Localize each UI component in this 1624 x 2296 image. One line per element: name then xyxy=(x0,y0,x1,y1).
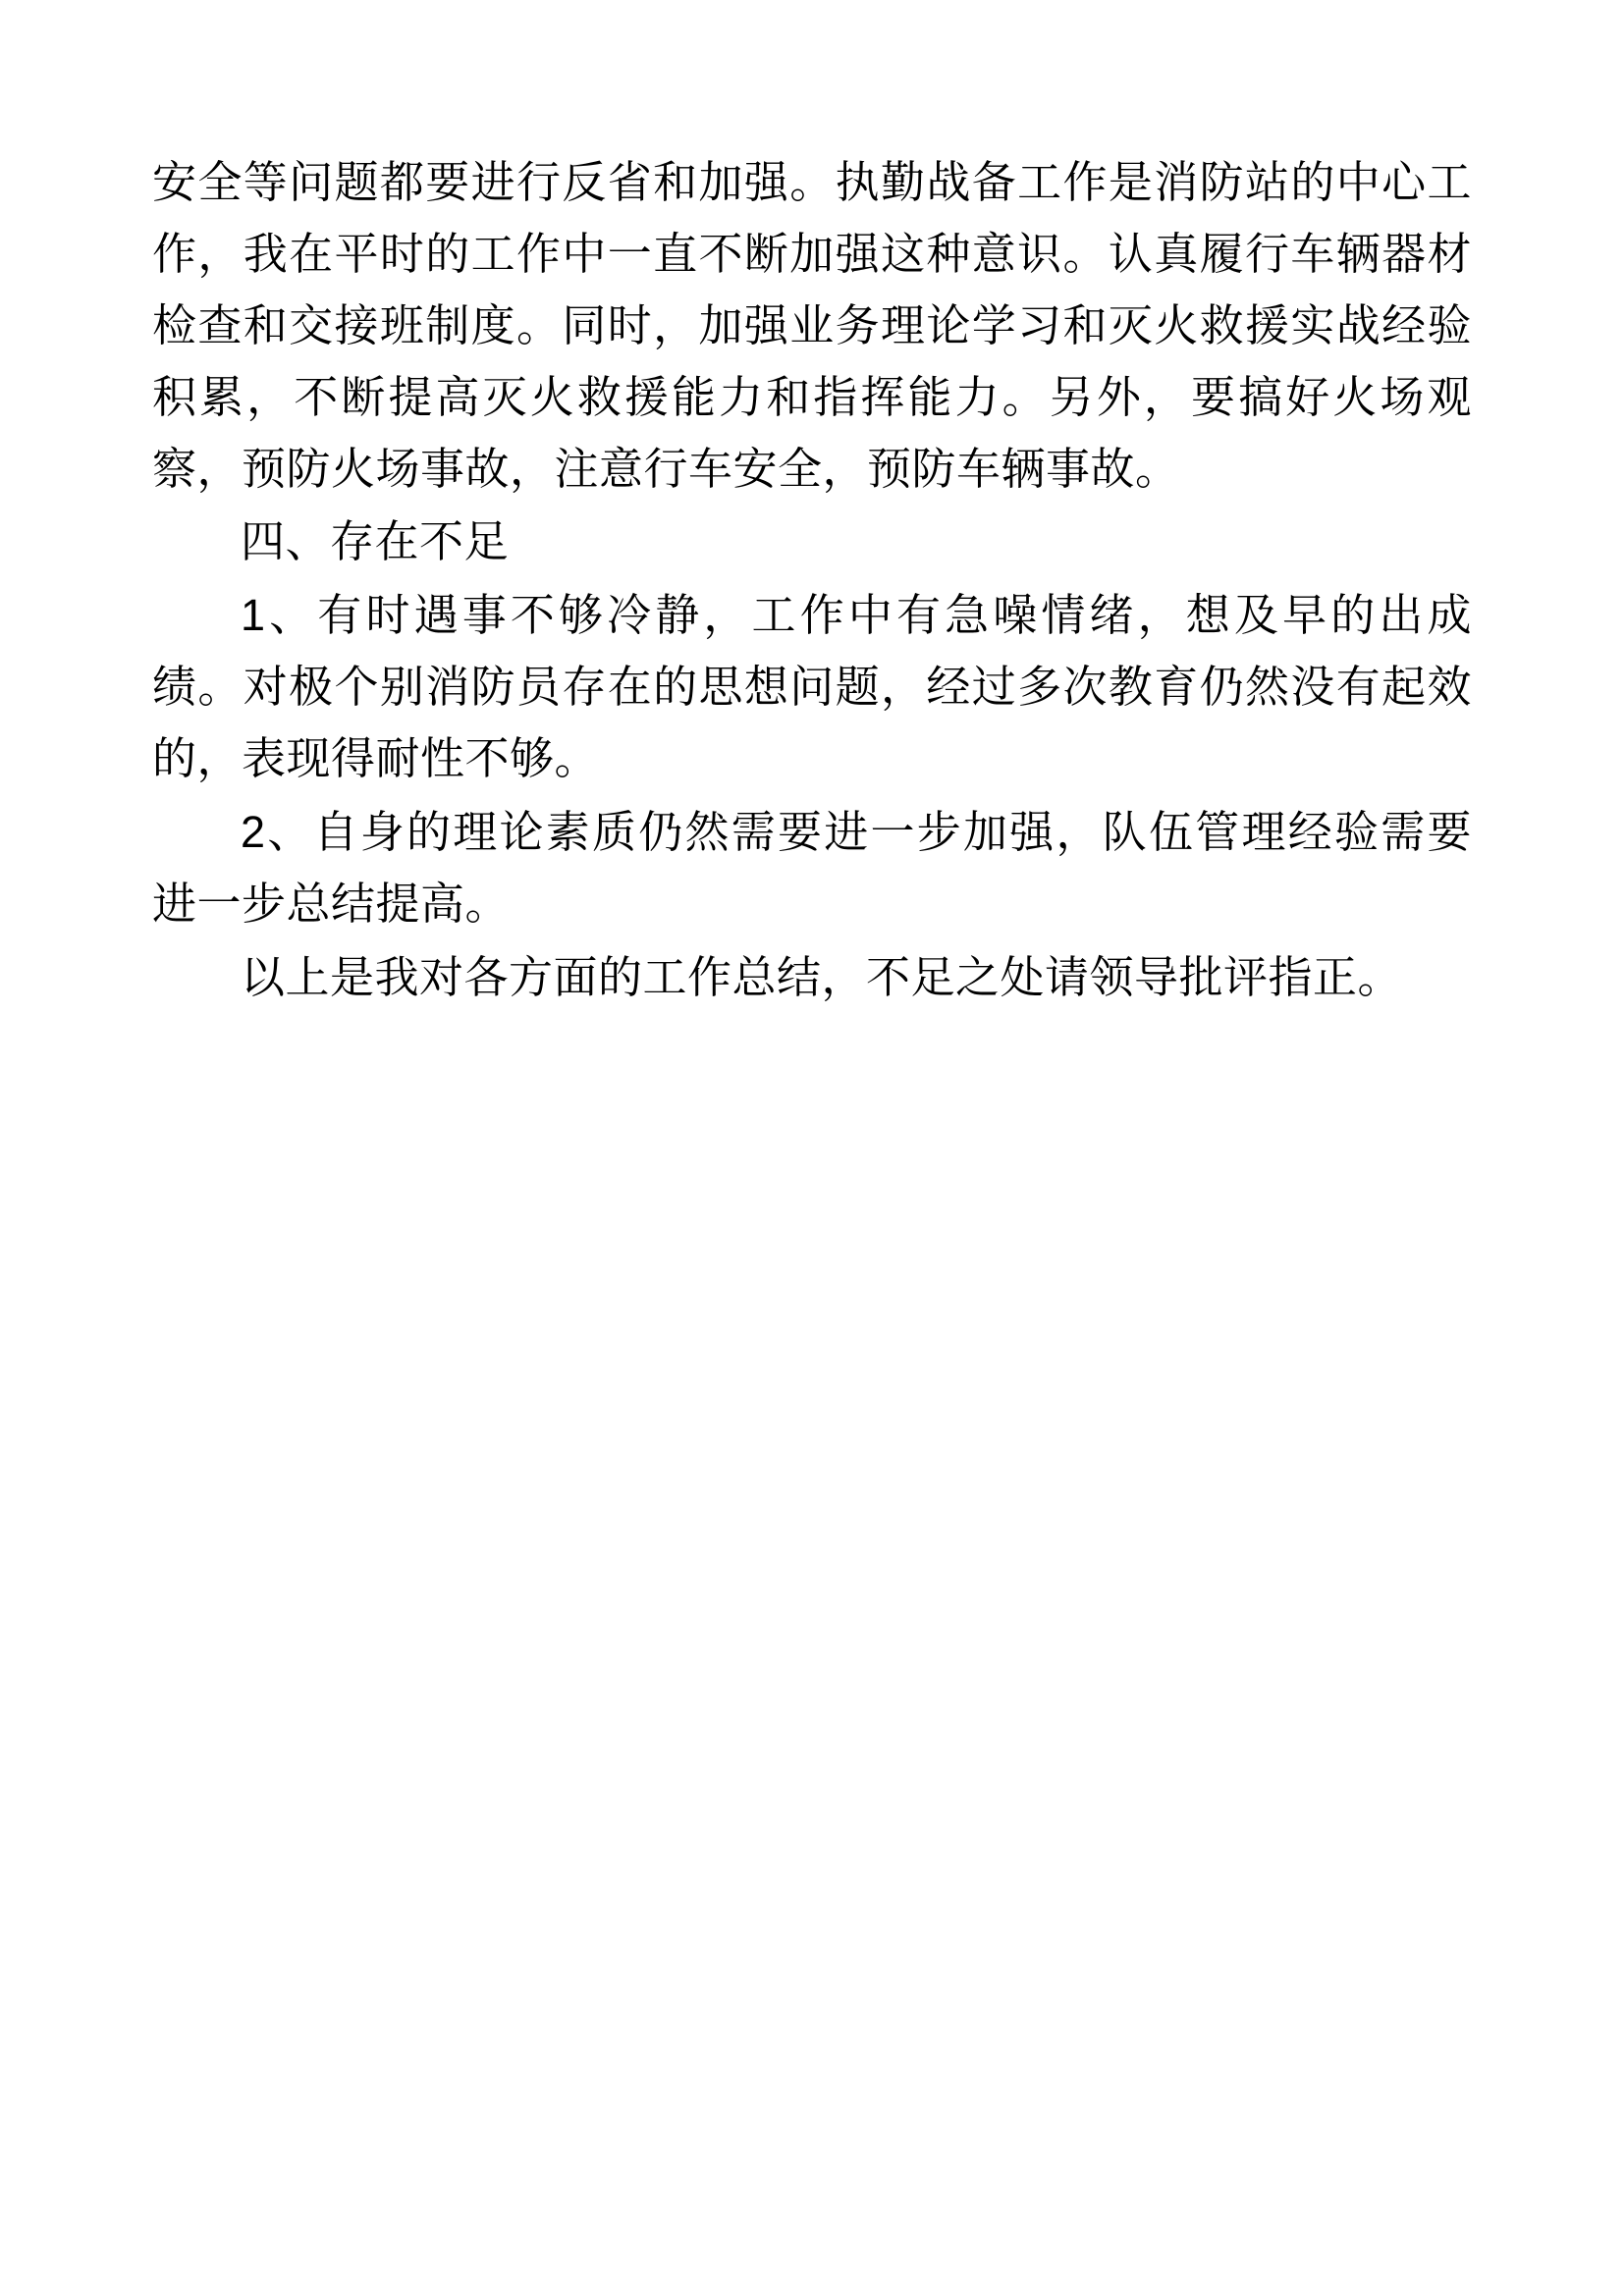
paragraph: 安全等问题都要进行反省和加强。执勤战备工作是消防站的中心工作，我在平时的工作中一直不断加强这种意识。认真履行车辆器材检查和交接班制度。同时，加强业务理论学习和灭火救援实战经验积累，不断提高灭火救援能力和指挥能力。另外，要搞好火场观察，预防火场事故，注意行车安全，预防车辆事故。 xyxy=(152,157,1472,494)
paragraph: 2、自身的理论素质仍然需要进一步加强，队伍管理经验需要进一步总结提高。 xyxy=(152,807,1472,929)
section-heading: 四、存在不足 xyxy=(241,516,510,567)
document-body xyxy=(152,147,1472,1014)
paragraph: 以上是我对各方面的工作总结，不足之处请领导批评指正。 xyxy=(241,951,1403,1002)
paragraph: 1、有时遇事不够冷静，工作中有急噪情绪，想及早的出成绩。对极个别消防员存在的思想问题，经过多次教育仍然没有起效的，表现得耐性不够。 xyxy=(152,590,1472,784)
